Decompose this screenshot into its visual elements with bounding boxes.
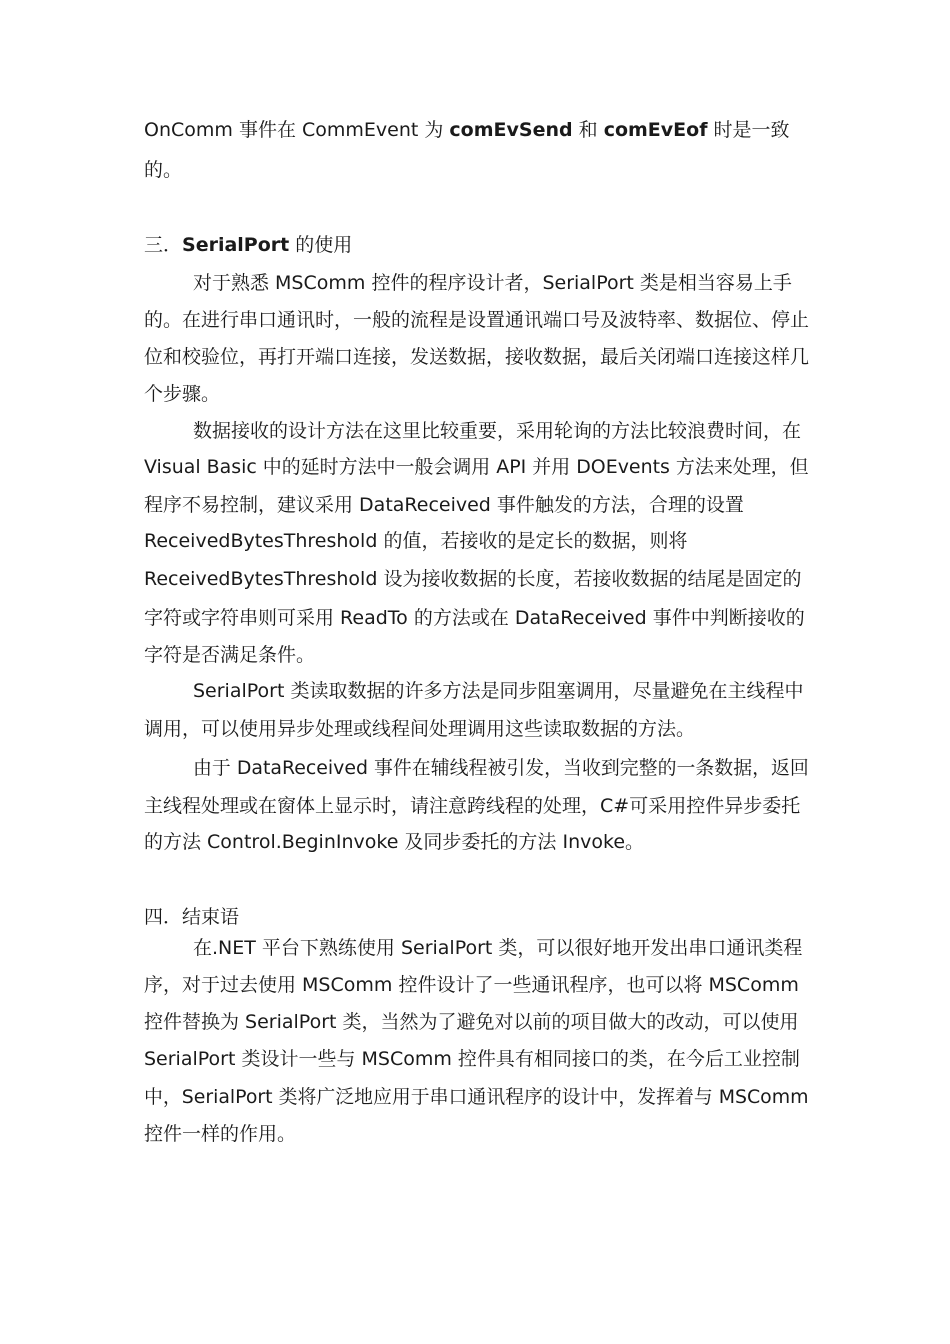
section3-heading <box>144 233 352 257</box>
s3-p1-line: 位和校验位，再打开端口连接，发送数据，接收数据，最后关闭端口连接这样几 <box>144 346 810 368</box>
s3-p3-line: 调用，可以使用异步处理或线程间处理调用这些读取数据的方法。 <box>144 718 696 740</box>
s4-p1-line: 控件一样的作用。 <box>144 1123 297 1145</box>
s4-p1-line: 序，对于过去使用 MSComm 控件设计了一些通讯程序，也可以将 MSComm <box>144 974 799 996</box>
intro-text: OnComm 事件在 CommEvent 为 <box>144 119 450 141</box>
intro-keyword-comevsend: comEvSend <box>449 119 573 141</box>
s3-p2-line: ReceivedBytesThreshold 的值，若接收的是定长的数据，则将 <box>144 530 688 552</box>
s4-p1-line: 中，SerialPort 类将广泛地应用于串口通讯程序的设计中，发挥着与 MSComm <box>144 1086 809 1108</box>
s3-p4-line: 由于 DataReceived 事件在辅线程被引发，当收到完整的一条数据，返回 <box>193 757 809 779</box>
s3-p4-line: 的方法 Control.BeginInvoke 及同步委托的方法 Invoke。 <box>144 831 645 853</box>
s3-p2-line: ReceivedBytesThreshold 设为接收数据的长度，若接收数据的结尾是固定的 <box>144 568 802 590</box>
s3-p3-line: SerialPort 类读取数据的许多方法是同步阻塞调用，尽量避免在主线程中 <box>193 680 804 702</box>
s3-p2-line: 字符是否满足条件。 <box>144 644 316 666</box>
s4-p1-line: SerialPort 类设计一些与 MSComm 控件具有相同接口的类，在今后工业控制 <box>144 1048 800 1070</box>
intro-line-2: 的。 <box>144 159 183 181</box>
intro-text: 和 <box>572 119 604 141</box>
s3-p1-line: 个步骤。 <box>144 383 221 405</box>
intro-keyword-comeveof: comEvEof <box>603 119 708 141</box>
intro-line-1 <box>144 118 790 142</box>
s4-p1-line: 控件替换为 SerialPort 类，当然为了避免对以前的项目做大的改动，可以使用 <box>144 1011 799 1033</box>
section3-heading-number: 三． <box>144 234 183 256</box>
s3-p4-line: 主线程处理或在窗体上显示时，请注意跨线程的处理，C#可采用控件异步委托 <box>144 795 801 817</box>
s3-p1-line: 的。在进行串口通讯时，一般的流程是设置通讯端口号及波特率、数据位、停止 <box>144 309 810 331</box>
s4-p1-line: 在.NET 平台下熟练使用 SerialPort 类，可以很好地开发出串口通讯类程 <box>193 937 803 959</box>
section3-heading-text: 的使用 <box>289 234 353 256</box>
section4-heading: 四．结束语 <box>144 906 240 928</box>
s3-p2-line: 程序不易控制，建议采用 DataReceived 事件触发的方法，合理的设置 <box>144 494 744 516</box>
s3-p1-line: 对于熟悉 MSComm 控件的程序设计者，SerialPort 类是相当容易上手 <box>193 272 792 294</box>
section3-heading-keyword: SerialPort <box>182 234 290 256</box>
s3-p2-line: Visual Basic 中的延时方法中一般会调用 API 并用 DOEvents 方法来处理，但 <box>144 456 809 478</box>
intro-text: 时是一致 <box>707 119 790 141</box>
s3-p2-line: 数据接收的设计方法在这里比较重要，采用轮询的方法比较浪费时间，在 <box>193 420 802 442</box>
s3-p2-line: 字符或字符串则可采用 ReadTo 的方法或在 DataReceived 事件中判断接收的 <box>144 607 805 629</box>
